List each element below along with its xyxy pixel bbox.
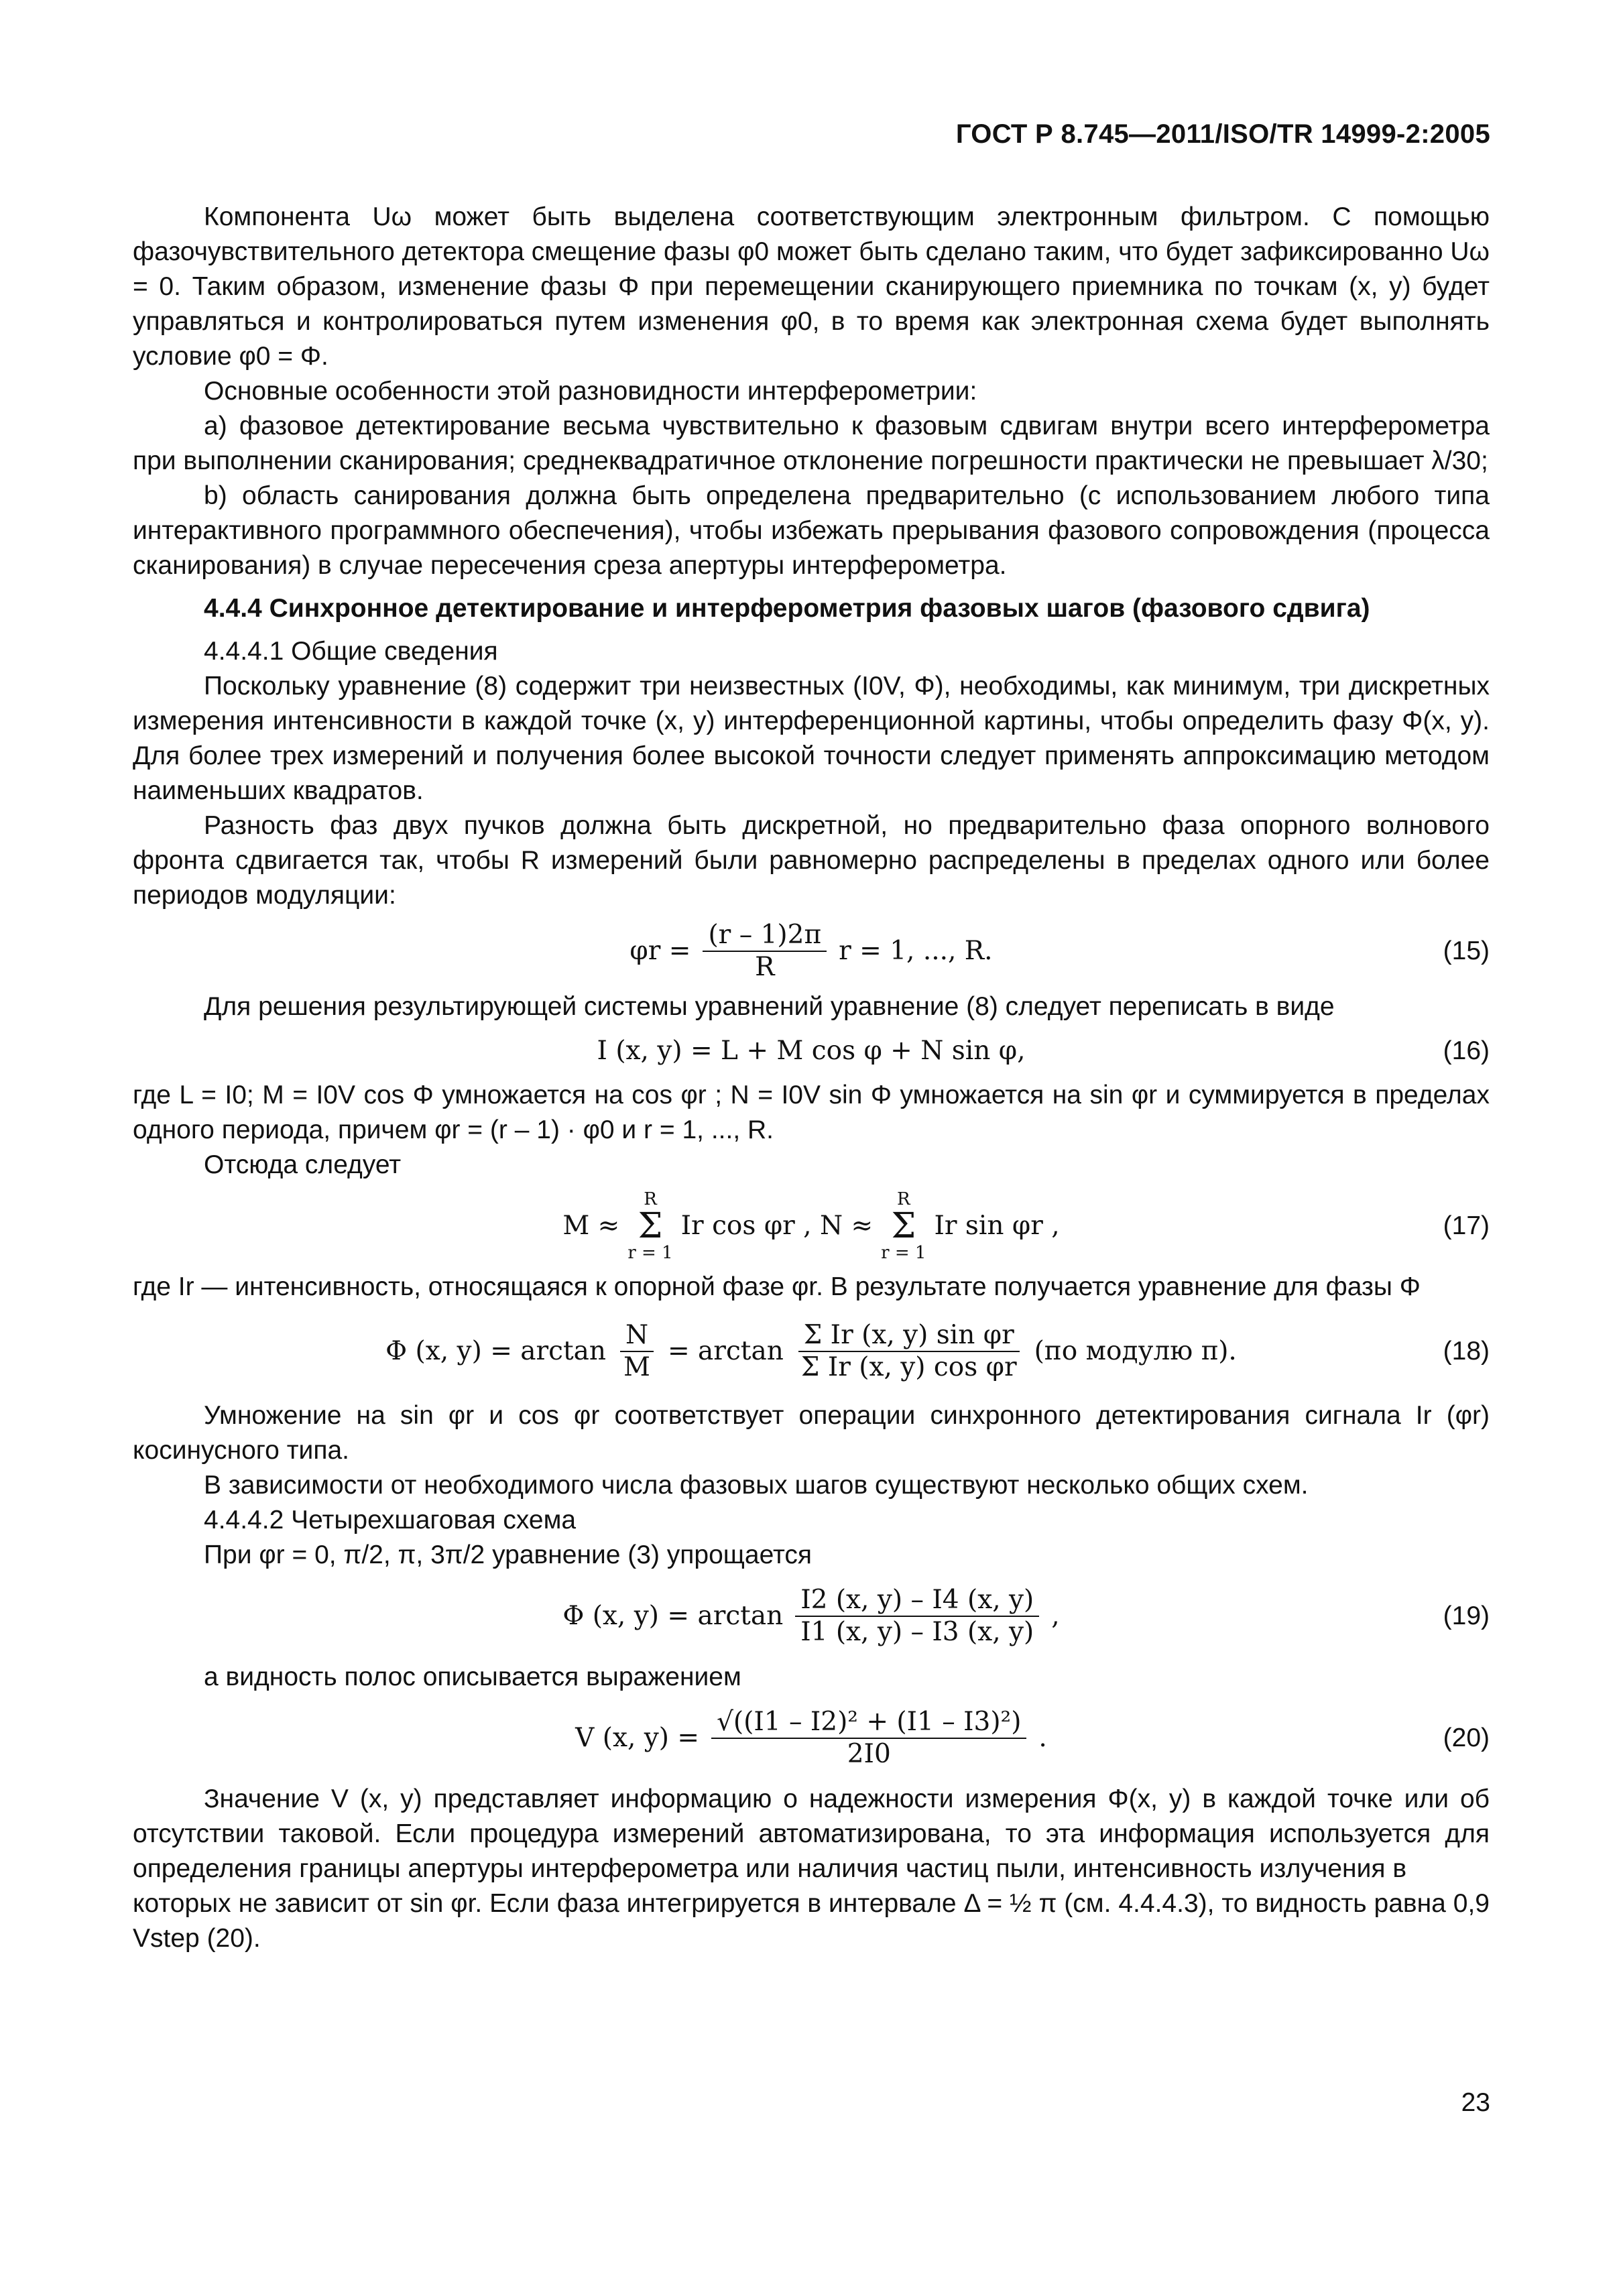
equation-17: [133, 1189, 1490, 1263]
eq18-small-den: M: [623, 1352, 650, 1382]
eq19-numerator: I2 (x, y) – I4 (x, y): [795, 1585, 1039, 1617]
eq18-fraction: [796, 1320, 1022, 1383]
equation-number: (16): [1443, 1036, 1490, 1065]
eq16-text: I (x, y) = L + M cos φ + N sin φ,: [597, 1036, 1026, 1066]
paragraph: Отсюда следует: [204, 1150, 402, 1179]
equation-number: (20): [1443, 1724, 1490, 1752]
sum-symbol: [627, 1190, 672, 1262]
paragraph: которых не зависит от sin φr. Если фаза интегрируется в интервале Δ = ½ π (см. 4.4.4.3), то видность равна 0,9 Vstep (20).: [133, 1889, 1490, 1953]
equation-20: [133, 1701, 1490, 1775]
paragraph: Основные особенности этой разновидности интерферометрии:: [204, 377, 977, 406]
eq19-tail: ,: [1051, 1601, 1060, 1631]
equation-number: (15): [1443, 936, 1490, 965]
eq17-left: M ≈: [562, 1211, 620, 1241]
section-heading: 4.4.4 Синхронное детектирование и интерферометрия фазовых шагов (фазового сдвига): [204, 594, 1370, 623]
eq15-numerator: (r – 1)2π: [703, 920, 827, 952]
document-body: [133, 200, 1490, 1956]
eq18-small-fraction: [618, 1320, 656, 1383]
eq17-term1: Ir cos φr , N ≈: [680, 1211, 874, 1241]
sum-upper: R: [897, 1189, 910, 1209]
sum-upper: R: [644, 1189, 657, 1209]
paragraph: а видность полос описывается выражением: [204, 1663, 741, 1691]
paragraph: Значение V (x, y) представляет информацию о надежности измерения Φ(x, y) в каждой точке или об отсутствии таковой. Если процедура измерений автоматизирована, то эта информация используется для определения границы апертуры интерферометра или наличия частиц пыли, интенсивность излучения в: [133, 1785, 1490, 1883]
eq15-rhs: r = 1, ..., R.: [839, 936, 993, 966]
eq19-denominator: I1 (x, y) – I3 (x, y): [800, 1617, 1034, 1647]
equation-19: [133, 1579, 1490, 1653]
subsection-heading: 4.4.4.2 Четырехшаговая схема: [204, 1506, 577, 1534]
eq19-lhs: Φ (x, y) = arctan: [562, 1601, 784, 1631]
paragraph: Разность фаз двух пучков должна быть дискретной, но предварительно фаза опорного волнового фронта сдвигается так, чтобы R измерений были равномерно распределены в пределах одного или более периодов модуляции:: [133, 811, 1490, 910]
sigma-icon: Σ: [638, 1206, 663, 1246]
equation-15: [133, 920, 1490, 983]
eq20-denominator: 2I0: [847, 1739, 891, 1769]
eq20-lhs: V (x, y) =: [575, 1723, 700, 1753]
equation-16: [133, 1031, 1490, 1071]
paragraph: Для решения результирующей системы уравнений уравнение (8) следует переписать в виде: [204, 992, 1335, 1021]
eq19-fraction: [795, 1585, 1039, 1648]
page-number: 23: [1461, 2088, 1490, 2117]
eq18-mid: = arctan: [667, 1336, 784, 1366]
equation-18: [133, 1311, 1490, 1392]
eq17-term2: Ir sin φr ,: [934, 1211, 1060, 1241]
eq18-tail: (по модулю π).: [1034, 1336, 1237, 1366]
paragraph: Компонента Uω может быть выделена соответствующим электронным фильтром. С помощью фазочувствительного детектора смещение фазы φ0 может быть сделано таким, что будет зафиксированно Uω = 0. Таким образом, изменение фазы Φ при перемещении сканирующего приемника по точкам (x, y) будет управляться и контролироваться путем изменения φ0, в то время как электронная схема будет выполнять условие φ0 = Φ.: [133, 202, 1490, 371]
sum-symbol: [881, 1190, 926, 1262]
eq18-numerator: Σ Ir (x, y) sin φr: [798, 1320, 1020, 1352]
eq20-numerator: √((I1 – I2)² + (I1 – I3)²): [711, 1707, 1026, 1739]
standard-header: ГОСТ Р 8.745—2011/ISO/TR 14999-2:2005: [955, 119, 1490, 149]
paragraph: где L = I0; M = I0V cos Φ умножается на cos φr ; N = I0V sin Φ умножается на sin φr и суммируется в пределах одного периода, причем φr = (r – 1) · φ0 и r = 1, ..., R.: [133, 1081, 1490, 1144]
paragraph: Умножение на sin φr и cos φr соответствует операции синхронного детектирования сигнала Ir (φr) косинусного типа.: [133, 1401, 1490, 1465]
subsection-heading: 4.4.4.1 Общие сведения: [204, 637, 498, 666]
eq15-fraction: [703, 920, 827, 983]
equation-number: (17): [1443, 1211, 1490, 1240]
sigma-icon: Σ: [891, 1206, 916, 1246]
eq15-lhs: φr =: [629, 936, 691, 966]
paragraph: Поскольку уравнение (8) содержит три неизвестных (I0V, Φ), необходимы, как минимум, три дискретных измерения интенсивности в каждой точке (x, y) интерференционной картины, чтобы определить фазу Φ(x, y). Для более трех измерений и получения более высокой точности следует применять аппроксимацию методом наименьших квадратов.: [133, 672, 1490, 805]
paragraph: где Ir — интенсивность, относящаяся к опорной фазе φr. В результате получается уравнение для фазы Φ: [133, 1272, 1421, 1301]
paragraph: a) фазовое детектирование весьма чувствительно к фазовым сдвигам внутри всего интерферометра при выполнении сканирования; среднеквадратичное отклонение погрешности практически не превышает λ/30;: [133, 412, 1490, 475]
paragraph: b) область санирования должна быть определена предварительно (с использованием любого типа интерактивного программного обеспечения), чтобы избежать прерывания фазового сопровождения (процесса сканирования) в случае пересечения среза апертуры интерферометра.: [133, 481, 1490, 580]
sum-lower: r = 1: [627, 1243, 673, 1263]
eq18-denominator: Σ Ir (x, y) cos φr: [800, 1352, 1017, 1382]
eq18-lhs: Φ (x, y) = arctan: [385, 1336, 607, 1366]
eq20-tail: .: [1038, 1723, 1047, 1753]
paragraph: При φr = 0, π/2, π, 3π/2 уравнение (3) упрощается: [204, 1540, 813, 1569]
equation-number: (18): [1443, 1337, 1490, 1366]
eq20-fraction: [711, 1707, 1026, 1770]
equation-number: (19): [1443, 1602, 1490, 1630]
paragraph: В зависимости от необходимого числа фазовых шагов существуют несколько общих схем.: [204, 1471, 1309, 1500]
eq15-denominator: R: [755, 952, 775, 982]
sum-lower: r = 1: [881, 1243, 926, 1263]
eq18-small-num: N: [620, 1320, 654, 1352]
